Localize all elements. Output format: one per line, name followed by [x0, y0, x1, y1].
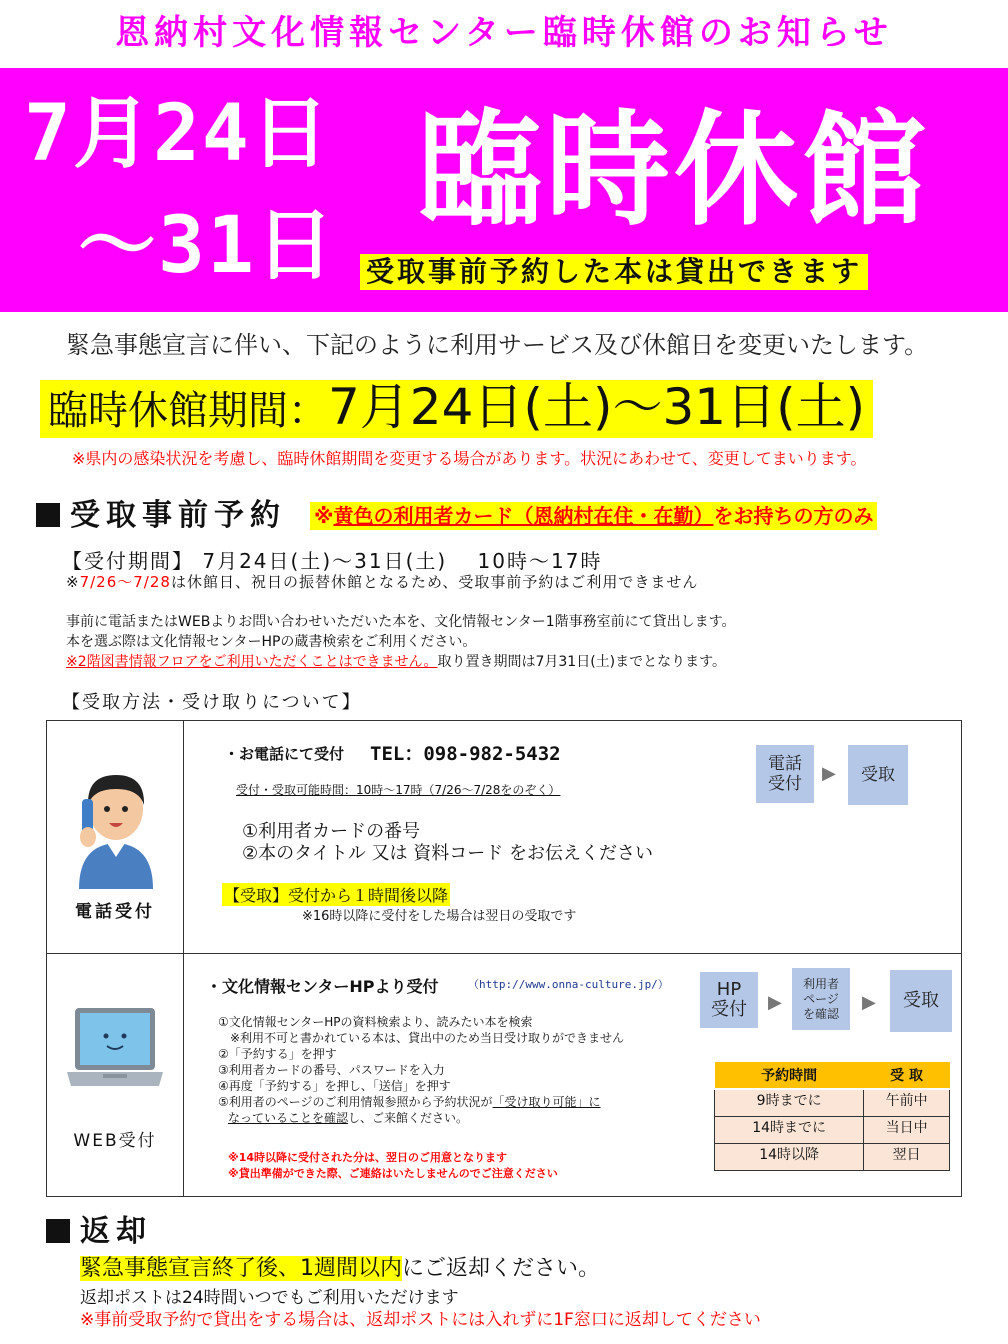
table-cell: 14時以降	[715, 1144, 864, 1171]
period-label: 臨時休館期間：	[48, 388, 328, 434]
return-line-3: ※事前受取予約で貸出をする場合は、返却ポストには入れずに1F窓口に返却してください	[80, 1310, 761, 1330]
web-step-4: ④再度「予約する」を押し、「送信」を押す	[218, 1079, 451, 1093]
web-steps	[218, 1014, 624, 1126]
table-row	[715, 1089, 950, 1117]
reservation-desc-3	[66, 652, 726, 672]
pickup-time-table	[714, 1062, 950, 1171]
web-url[interactable]: （http://www.onna-culture.jp/）	[468, 978, 669, 991]
web-flow-step-1: HP 受付	[700, 972, 758, 1028]
phone-item-2: ②本のタイトル 又は 資料コード をお伝えください	[242, 843, 653, 864]
return-deadline: 緊急事態宣言終了後、1週間以内	[80, 1256, 402, 1281]
phone-pickup: 【受取】受付から１時間後以降	[222, 883, 450, 906]
web-step-5-a: ⑤利用者のページのご利用情報参照から予約状況が	[218, 1095, 493, 1109]
table-cell: 14時までに	[715, 1117, 864, 1144]
banner-main-text: 臨時休館	[418, 99, 931, 243]
phone-details-cell	[184, 721, 962, 954]
phone-number: TEL：098-982-5432	[370, 743, 561, 765]
return-heading-text: 返却	[80, 1214, 152, 1249]
square-bullet-icon	[36, 503, 60, 527]
return-line-2: 返却ポストは24時間いつでもご利用いただけます	[80, 1288, 459, 1308]
table-cell: 翌日	[864, 1144, 950, 1171]
period-dates: 7月24日(土)～31日(土)	[328, 378, 866, 436]
web-flow-step-3: 受取	[890, 970, 952, 1032]
only-prefix: ※	[314, 504, 334, 528]
notice-title: 恩納村文化情報センター臨時休館のお知らせ	[115, 13, 893, 53]
web-step-5-c: し、ご来館ください。	[348, 1111, 469, 1125]
phone-hours: 受付・受取可能時間：10時～17時（7/26～7/28をのぞく）	[236, 783, 561, 797]
web-step-1-note: ※利用不可と書かれている本は、貸出中のため当日受け取りができません	[230, 1031, 625, 1045]
web-step-2: ②「予約する」を押す	[218, 1047, 337, 1061]
square-bullet-icon	[46, 1219, 70, 1243]
flow-arrow-icon: ▶	[822, 763, 836, 784]
laptop-icon	[63, 1006, 167, 1094]
return-heading	[46, 1212, 152, 1252]
web-step-5-b: なっていることを確認	[228, 1111, 349, 1125]
phone-item-1: ①利用者カードの番号	[242, 821, 421, 842]
phone-title: ・お電話にて受付	[224, 745, 345, 763]
return-line-1-rest: にご返却ください。	[402, 1256, 601, 1281]
table-cell: 午前中	[864, 1089, 950, 1117]
phone-cell	[47, 721, 184, 954]
reception-period: 【受付期間】 7月24日(土)～31日(土) 10時～17時	[62, 549, 603, 573]
table-row	[715, 1144, 950, 1171]
period-note: ※県内の感染状況を考慮し、臨時休館期間を変更する場合があります。状況にあわせて、変更してまいります。	[72, 449, 867, 468]
reservation-desc-1: 事前に電話またはWEBよりお問い合わせいただいた本を、文化情報センター1階事務室前にて貸出します。	[66, 614, 736, 630]
phone-pickup-note: ※16時以降に受付をした場合は翌日の受取です	[302, 909, 577, 924]
note-prefix: ※	[66, 573, 80, 591]
phone-flow-step-1: 電話 受付	[756, 745, 814, 803]
reception-method-table	[46, 720, 962, 1197]
flow-arrow-icon: ▶	[768, 992, 782, 1013]
banner-date-start: 7月24日	[24, 89, 331, 179]
table-cell: 9時までに	[715, 1089, 864, 1117]
web-step-5-cont	[218, 1110, 624, 1126]
reservation-desc-2: 本を選ぶ際は文化情報センターHPの蔵書検索をご利用ください。	[66, 634, 477, 650]
card-holders-only-note	[310, 502, 877, 530]
phone-label: 電話受付	[75, 902, 155, 922]
web-step-5-u: 「受け取り可能」に	[492, 1095, 601, 1109]
web-details-cell	[184, 954, 962, 1197]
pickup-table-header: 受 取	[864, 1062, 950, 1089]
return-line-1	[80, 1254, 600, 1284]
web-step-5	[218, 1094, 624, 1110]
web-note-1: ※14時以降に受付された分は、翌日のご用意となります	[228, 1151, 507, 1164]
note-rest: は休館日、祝日の振替休館となるため、受取事前予約はご利用できません	[170, 573, 699, 591]
no-second-floor-note: ※2階図書情報フロアをご利用いただくことはできません。	[66, 654, 438, 670]
web-cell	[47, 954, 184, 1197]
phone-flow-step-2: 受取	[848, 745, 908, 805]
intro-text: 緊急事態宣言に伴い、下記のように利用サービス及び休館日を変更いたします。	[66, 331, 929, 359]
only-card: 黄色の利用者カード（恩納村在住・在勤）	[333, 504, 714, 528]
pickup-table-header: 予約時間	[715, 1062, 864, 1089]
method-heading: 【受取方法・受け取りについて】	[62, 692, 362, 713]
hold-period-note: 取り置き期間は7月31日(土)までとなります。	[437, 654, 727, 670]
only-suffix: をお持ちの方のみ	[713, 504, 874, 528]
table-row	[715, 1117, 950, 1144]
web-title: ・文化情報センターHPより受付	[206, 977, 439, 996]
closure-period	[40, 380, 873, 438]
reception-closed-note	[66, 572, 698, 592]
reservation-heading-text: 受取事前予約	[70, 498, 286, 533]
note-closed-dates: 7/26～7/28	[79, 573, 171, 591]
web-note-2: ※貸出準備ができた際、ご連絡はいたしませんのでご注意ください	[228, 1167, 558, 1180]
web-flow-step-2: 利用者 ページ を確認	[792, 968, 850, 1030]
web-label: WEB受付	[73, 1131, 157, 1151]
web-notes	[228, 1150, 558, 1182]
phone-person-icon	[73, 759, 159, 889]
reservation-heading	[36, 496, 286, 536]
banner-date-end: ～31日	[78, 201, 336, 291]
table-cell: 当日中	[864, 1117, 950, 1144]
flow-arrow-icon: ▶	[862, 992, 876, 1013]
web-step-1: ①文化情報センターHPの資料検索より、読みたい本を検索	[218, 1015, 533, 1029]
web-step-3: ③利用者カードの番号、パスワードを入力	[218, 1063, 445, 1077]
banner-subtext: 受取事前予約した本は貸出できます	[360, 254, 868, 290]
